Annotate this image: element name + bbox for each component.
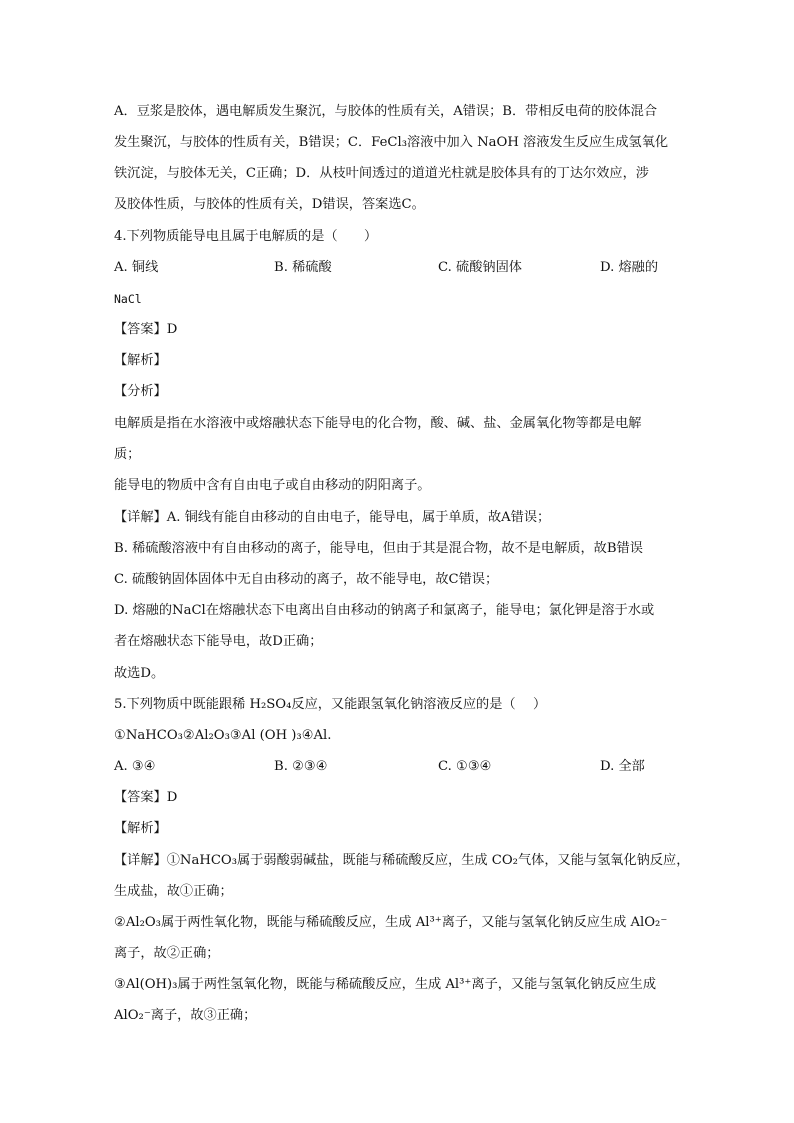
option-b: B. 稀硫酸	[274, 260, 332, 275]
answer-label: 【答案】D	[114, 322, 178, 337]
option-a: A. ③④	[114, 759, 156, 774]
breakdown-label: 【分析】	[114, 384, 167, 399]
detail-line: 生成盐，故①正确；	[114, 884, 233, 899]
q3-explanation-line-1: A．豆浆是胶体，遇电解质发生聚沉，与胶体的性质有关，A错误；B．带相反电荷的胶体混合	[114, 104, 658, 119]
option-d: D. 全部	[600, 759, 645, 774]
option-a: A. 铜线	[114, 260, 159, 275]
detail-line-a: 【详解】A. 铜线有能自由移动的自由电子，能导电，属于单质，故A错误；	[114, 510, 551, 525]
option-c: C. ①③④	[438, 759, 492, 774]
q3-explanation-line-4: 及胶体性质，与胶体的性质有关，D错误，答案选C。	[114, 197, 425, 212]
detail-line: 【详解】①NaHCO₃属于弱酸弱碱盐，既能与稀硫酸反应，生成 CO₂气体，又能与氢氧化钠反应，	[114, 853, 690, 868]
paragraph-line: 质；	[114, 447, 141, 462]
question-4-stem: 4.下列物质能导电且属于电解质的是（ ）	[114, 229, 378, 244]
paragraph-line: 能导电的物质中含有自由电子或自由移动的阴阳离子。	[114, 478, 431, 493]
q3-explanation-line-3: 铁沉淀，与胶体无关，C正确；D．从枝叶间透过的道道光柱就是胶体具有的丁达尔效应，涉	[114, 166, 649, 181]
detail-line: ②Al₂O₃属于两性氧化物，既能与稀硫酸反应，生成 Al³⁺离子，又能与氢氧化钠反应生成 AlO₂⁻	[114, 915, 668, 930]
paragraph-line: 电解质是指在水溶液中或熔融状态下能导电的化合物，酸、碱、盐、金属氧化物等都是电解	[114, 416, 642, 431]
detail-line-b: B. 稀硫酸溶液中有自由移动的离子，能导电，但由于其是混合物，故不是电解质，故B错误	[114, 541, 643, 556]
detail-line: 离子，故②正确；	[114, 946, 220, 961]
detail-line: AlO₂⁻离子，故③正确；	[114, 1008, 257, 1023]
q3-explanation-line-2: 发生聚沉，与胶体的性质有关，B错误；C．FeCl₃溶液中加入 NaOH 溶液发生反应生成氢氧化	[114, 135, 669, 150]
question-5-stem: 5.下列物质中既能跟稀 H₂SO₄反应，又能跟氢氧化钠溶液反应的是（ ）	[114, 697, 547, 712]
conclusion-line: 故选D。	[114, 666, 165, 681]
detail-line: ③Al(OH)₃属于两性氢氧化物，既能与稀硫酸反应，生成 Al³⁺离子，又能与氢氧化钠反应生成	[114, 977, 657, 992]
question-5-options	[114, 757, 674, 777]
option-d: D. 熔融的	[600, 260, 659, 275]
option-c: C. 硫酸钠固体	[438, 260, 522, 275]
answer-label: 【答案】D	[114, 790, 178, 805]
option-d-continuation: NaCl	[114, 292, 142, 306]
detail-line-d: D. 熔融的NaCl在熔融状态下电离出自由移动的钠离子和氯离子，能导电；氯化钾是溶于水或	[114, 603, 655, 618]
detail-line-c: C. 硫酸钠固体固体中无自由移动的离子，故不能导电，故C错误；	[114, 572, 499, 587]
detail-line-d-cont: 者在熔融状态下能导电，故D正确；	[114, 634, 323, 649]
option-b: B. ②③④	[274, 759, 328, 774]
question-5-items: ①NaHCO₃②Al₂O₃③Al (OH )₃④Al.	[114, 728, 332, 743]
analysis-label: 【解析】	[114, 353, 167, 368]
question-4-options	[114, 258, 674, 278]
analysis-label: 【解析】	[114, 821, 167, 836]
